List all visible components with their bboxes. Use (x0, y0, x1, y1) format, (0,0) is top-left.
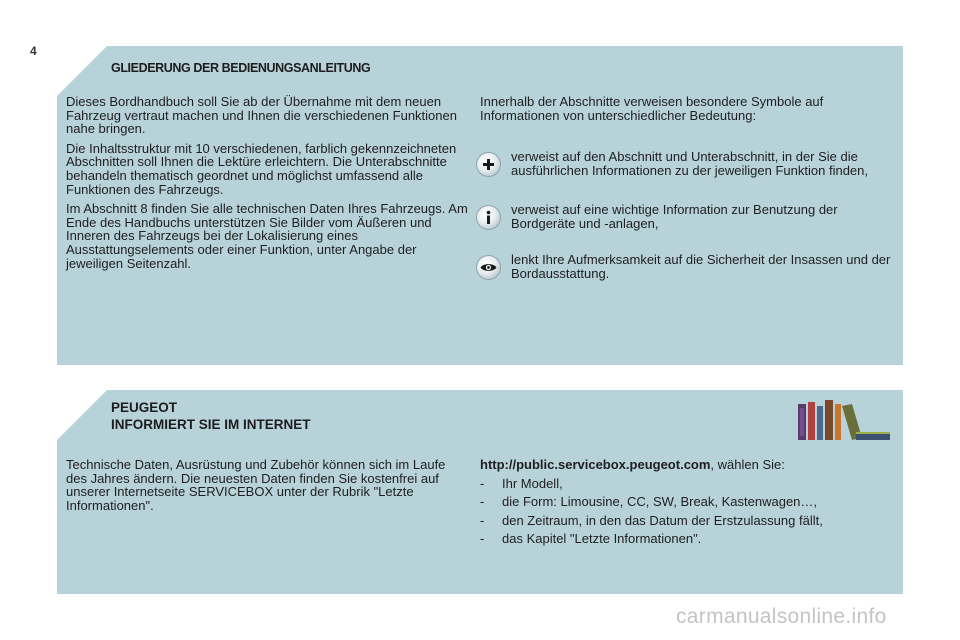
books-icon (796, 398, 892, 444)
list-item: - das Kapitel "Letzte Informationen". (480, 532, 900, 546)
instruction-list (480, 477, 900, 546)
servicebox-link[interactable]: http://public.servicebox.peugeot.com (480, 457, 711, 472)
paragraph: Dieses Bordhandbuch soll Sie ab der Übernahme mit dem neuen Fahrzeug vertraut machen und Ihnen die verschiedenen Funktionen nahe bringen. (66, 94, 457, 137)
internet-left-column: Technische Daten, Ausrüstung und Zubehör können sich im Laufe des Jahres ändern. Die neuesten Daten finden Sie kostenfrei auf unserer Internetseite SERVICEBOX unter der Rubrik "Letzte Informationen". (66, 457, 446, 513)
symbol-row-info (476, 203, 896, 230)
structure-left-column (66, 95, 468, 276)
plus-icon (476, 152, 501, 177)
internet-right-column (480, 458, 900, 551)
paragraph: Die Inhaltsstruktur mit 10 verschiedenen, farblich gekennzeichneten Abschnitten soll Ihnen die Lektüre erleichtern. Die Unterabschnitte behandeln thematisch geordnet und möglichst umfassend alle Funktionen des Fahrzeugs. (66, 140, 457, 197)
symbols-intro: Innerhalb der Abschnitte verweisen besondere Symbole auf Informationen von unterschiedlicher Bedeutung: (480, 94, 824, 123)
symbol-row-eye (476, 253, 896, 280)
symbol-text: verweist auf eine wichtige Information zur Benutzung der Bordgeräte und -anlagen, (511, 202, 838, 231)
page-number: 4 (30, 44, 37, 58)
symbol-text: verweist auf den Abschnitt und Unterabschnitt, in der Sie die ausführlichen Informationen zu der jeweiligen Funktion finden, (511, 149, 868, 178)
section-title-structure: GLIEDERUNG DER BEDIENUNGSANLEITUNG (111, 61, 371, 75)
url-line (480, 458, 900, 472)
list-item: - den Zeitraum, in den das Datum der Erstzulassung fällt, (480, 514, 900, 528)
title-line: PEUGEOT (111, 400, 178, 415)
paragraph: Im Abschnitt 8 finden Sie alle technischen Daten Ihres Fahrzeugs. Am Ende des Handbuchs unterstützen Sie Bilder vom Äußeren und Inneren des Fahrzeugs bei der Lokalisierung eines Ausstattungselements oder einer Funktion, unter Angabe der jeweiligen Seitenzahl. (66, 201, 468, 271)
list-item: - Ihr Modell, (480, 477, 900, 491)
list-item: - die Form: Limousine, CC, SW, Break, Kastenwagen…, (480, 495, 900, 509)
title-line: INFORMIERT SIE IM INTERNET (111, 417, 311, 432)
url-suffix: , wählen Sie: (710, 457, 785, 472)
watermark: carmanualsonline.info (676, 605, 887, 628)
symbol-row-plus (476, 150, 896, 177)
section-title-internet (111, 399, 311, 433)
info-icon (476, 205, 501, 230)
eye-icon (476, 255, 501, 280)
symbol-text: lenkt Ihre Aufmerksamkeit auf die Sicherheit der Insassen und der Bordausstattung. (511, 252, 891, 281)
